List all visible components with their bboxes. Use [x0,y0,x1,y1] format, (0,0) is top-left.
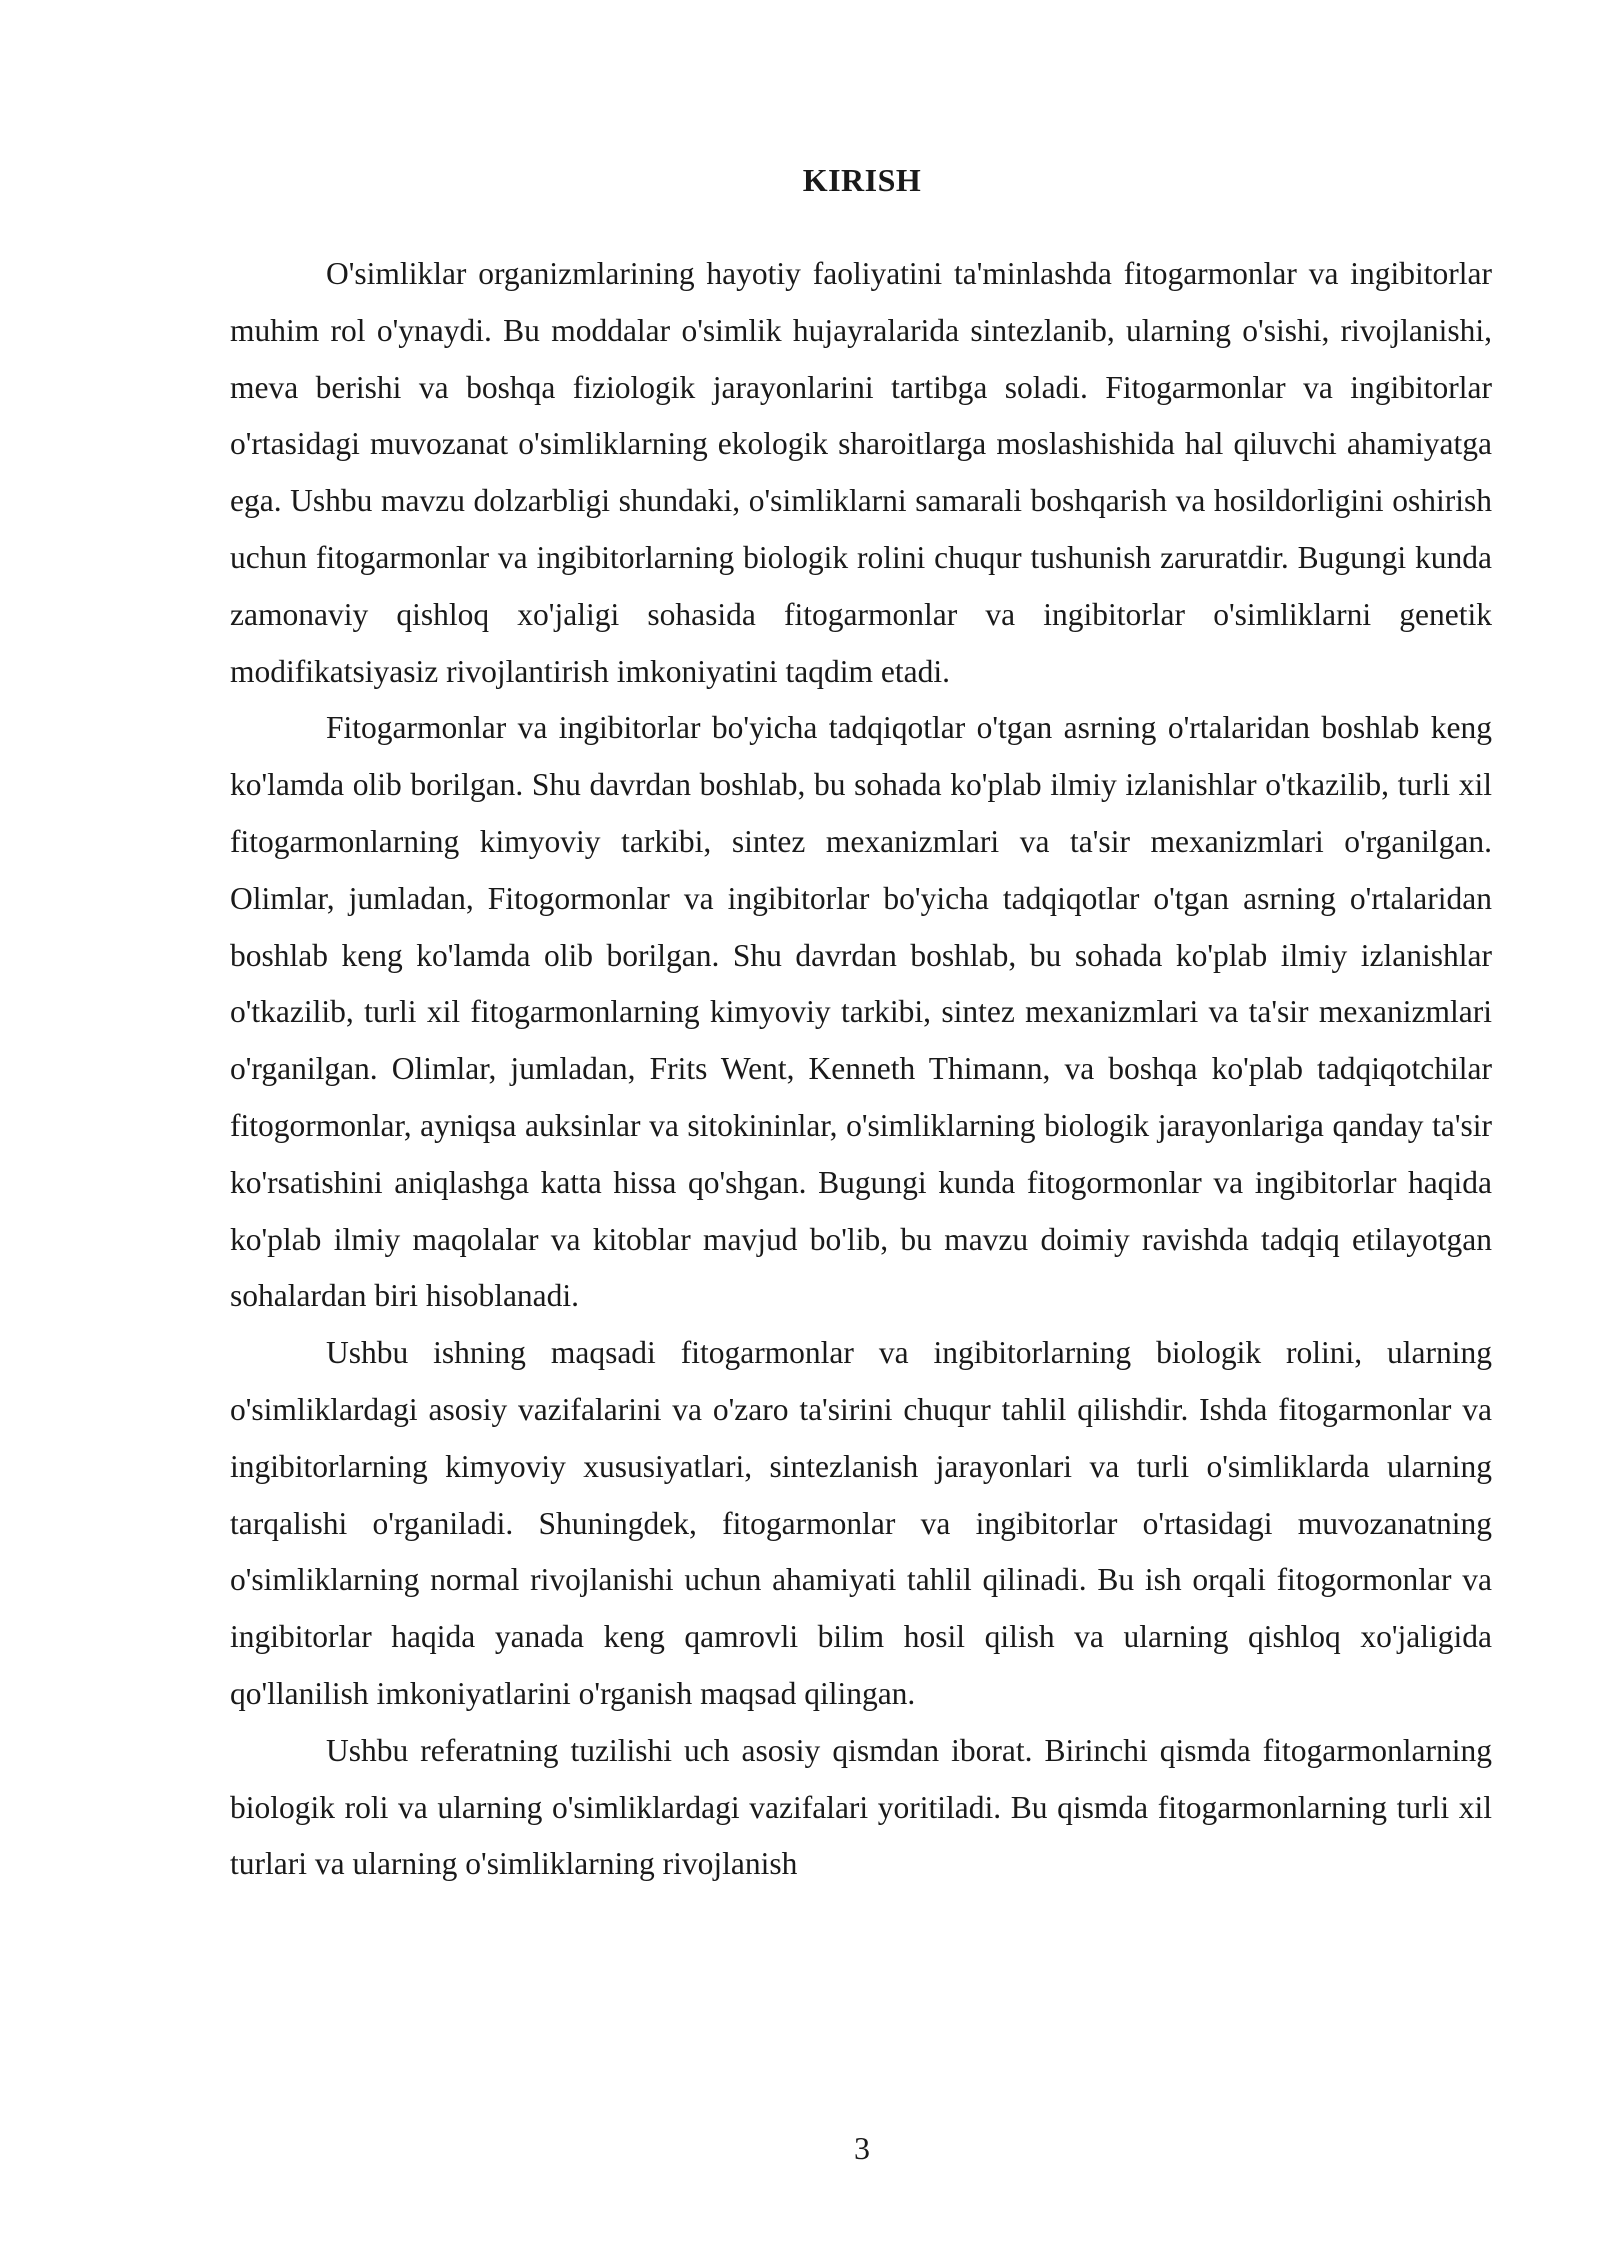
paragraph-structure: Ushbu referatning tuzilishi uch asosiy qismdan iborat. Birinchi qismda fitogarmonlarning biologik roli va ularning o'simliklardagi vazifalari yoritiladi. Bu qismda fitogarmonlarning turli xil turlari va ularning o'simliklarning rivojlanish [230,1732,1492,1882]
page-number: 3 [854,2130,870,2166]
paragraph-research-history: Fitogarmonlar va ingibitorlar bo'yicha tadqiqotlar o'tgan asrning o'rtalaridan boshlab keng ko'lamda olib borilgan. Shu davrdan boshlab, bu sohada ko'plab ilmiy izlanishlar o'tkazilib, turli xil fitogarmonlarning kimyoviy tarkibi, sintez mexanizmlari va ta'sir mexanizmlari o'rganilgan. Olimlar, jumladan, Fitogormonlar va ingibitorlar bo'yicha tadqiqotlar o'tgan asrning o'rtalaridan boshlab keng ko'lamda olib borilgan. Shu davrdan boshlab, bu sohada ko'plab ilmiy izlanishlar o'tkazilib, turli xil fitogarmonlarning kimyoviy tarkibi, sintez mexanizmlari va ta'sir mexanizmlari o'rganilgan. Olimlar, jumladan, Frits Went, Kenneth Thimann, va boshqa ko'plab tadqiqotchilar fitogormonlar, ayniqsa auksinlar va sitokininlar, o'simliklarning biologik jarayonlariga qanday ta'sir ko'rsatishini aniqlashga katta hissa qo'shgan. Bugungi kunda fitogormonlar va ingibitorlar haqida ko'plab ilmiy maqolalar va kitoblar mavjud bo'lib, bu mavzu doimiy ravishda tadqiq etilayotgan sohalardan biri hisoblanadi. [230,710,1492,1314]
document-body [230,246,1492,1893]
paragraph-introduction: O'simliklar organizmlarining hayotiy faoliyatini ta'minlashda fitogarmonlar va ingibitorlar muhim rol o'ynaydi. Bu moddalar o'simlik hujayralarida sintezlanib, ularning o'sishi, rivojlanishi, meva berishi va boshqa fiziologik jarayonlarini tartibga soladi. Fitogarmonlar va ingibitorlar o'rtasidagi muvozanat o'simliklarning ekologik sharoitlarga moslashishida hal qiluvchi ahamiyatga ega. Ushbu mavzu dolzarbligi shundaki, o'simliklarni samarali boshqarish va hosildorligini oshirish uchun fitogarmonlar va ingibitorlarning biologik rolini chuqur tushunish zaruratdir. Bugungi kunda zamonaviy qishloq xo'jaligi sohasida fitogarmonlar va ingibitorlar o'simliklarni genetik modifikatsiyasiz rivojlantirish imkoniyatini taqdim etadi. [230,256,1492,689]
page-title: KIRISH [802,162,922,198]
paragraph-goal: Ushbu ishning maqsadi fitogarmonlar va ingibitorlarning biologik rolini, ularning o'simliklardagi asosiy vazifalarini va o'zaro ta'sirini chuqur tahlil qilishdir. Ishda fitogarmonlar va ingibitorlarning kimyoviy xususiyatlari, sintezlanish jarayonlari va turli o'simliklarda ularning tarqalishi o'rganiladi. Shuningdek, fitogarmonlar va ingibitorlar o'rtasidagi muvozanatning o'simliklarning normal rivojlanishi uchun ahamiyati tahlil qilinadi. Bu ish orqali fitogormonlar va ingibitorlar haqida yanada keng qamrovli bilim hosil qilish va ularning qishloq xo'jaligida qo'llanilish imkoniyatlarini o'rganish maqsad qilingan. [230,1335,1492,1711]
